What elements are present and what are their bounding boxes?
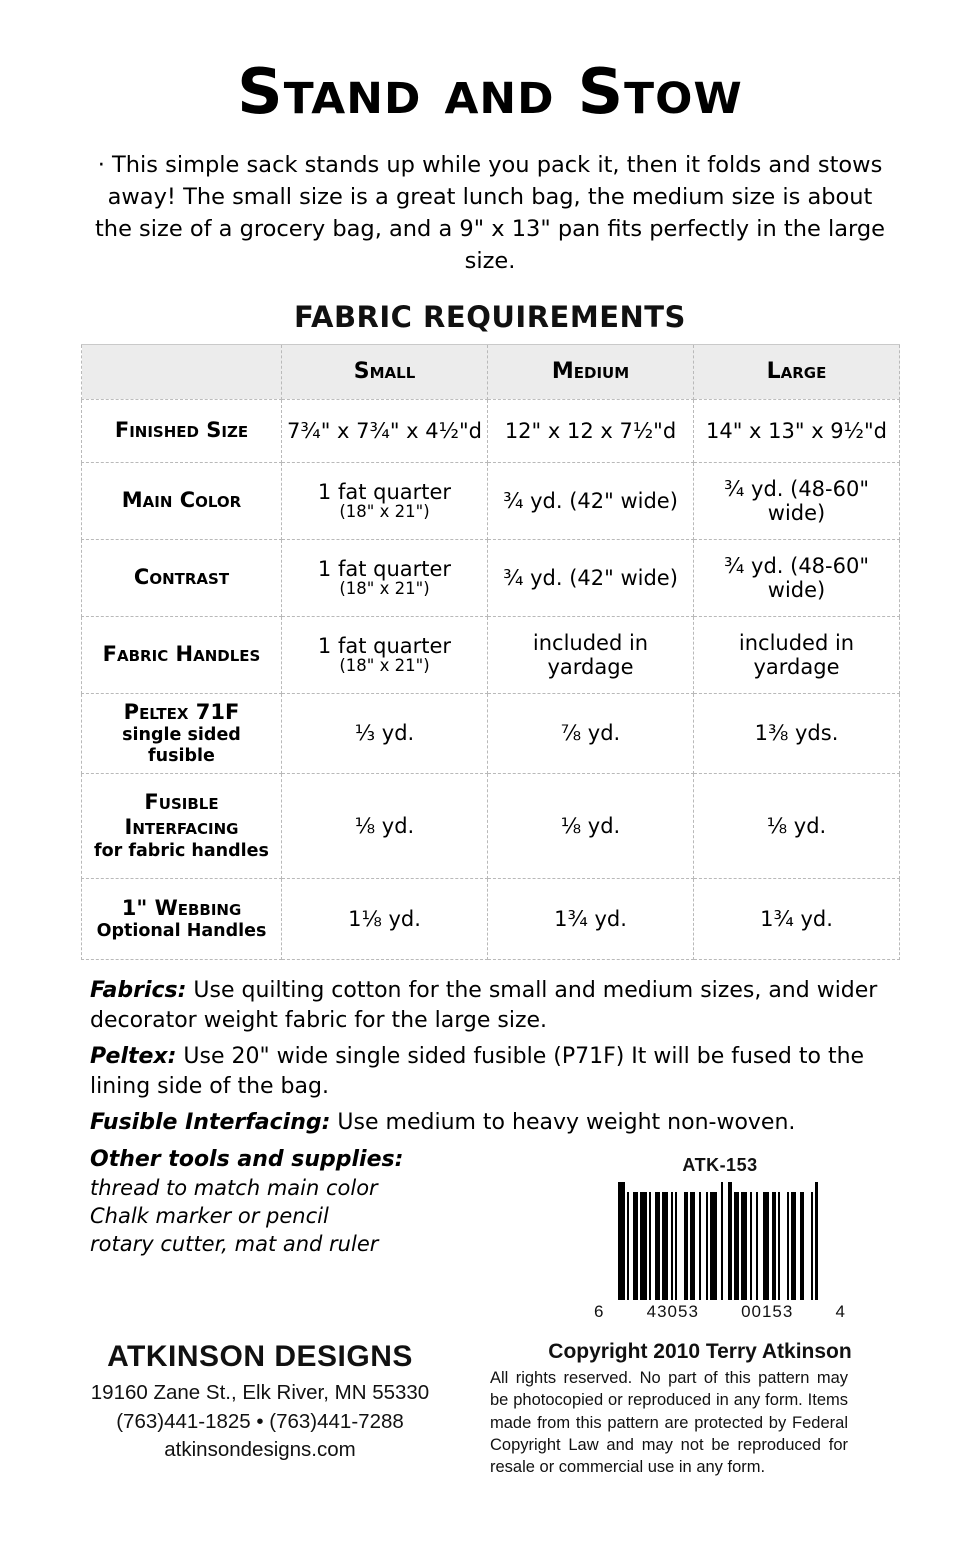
cell-medium: ⅛ yd. (488, 773, 694, 878)
cell-medium: ⅞ yd. (488, 693, 694, 773)
cell-small: ⅓ yd. (282, 693, 488, 773)
cell-medium: ¾ yd. (42" wide) (488, 539, 694, 616)
barcode-digit-right: 4 (835, 1302, 846, 1321)
note-interfacing (90, 1108, 890, 1138)
barcode-digit-left: 6 (594, 1302, 605, 1321)
cell-small-note: (18" x 21") (339, 656, 430, 676)
footer (0, 1340, 980, 1478)
barcode-block (585, 1155, 855, 1322)
row-label-sub: single sided fusible (122, 724, 241, 766)
row-label-sub: Optional Handles (96, 921, 267, 942)
row-label: Finished Size (82, 399, 282, 462)
cell-large: 14" x 13" x 9½"d (694, 399, 900, 462)
table-row (82, 693, 900, 773)
supply-item: rotary cutter, mat and ruler (90, 1232, 379, 1257)
cell-small-note: (18" x 21") (339, 579, 430, 599)
table-row (82, 878, 900, 959)
copyright-body: All rights reserved. No part of this pattern may be photocopied or reproduced in any form. Items made from this pattern are protected by Federal Copyright Law and may not be reproduced for resale or commercial use in any form. (490, 1369, 848, 1477)
note-interfacing-label: Fusible Interfacing: (90, 1109, 331, 1135)
barcode-image (585, 1182, 855, 1300)
cell-small (282, 616, 488, 693)
fabric-requirements-table-wrapper (81, 344, 899, 960)
table-header-medium: Medium (488, 344, 694, 399)
note-fabrics-text: Use quilting cotton for the small and medium sizes, and wider decorator weight fabric for the large size. (90, 977, 878, 1033)
section-heading-fabric-requirements: FABRIC REQUIREMENTS (294, 299, 686, 334)
row-label (82, 878, 282, 959)
barcode-digits-mid-right: 00153 (741, 1302, 794, 1321)
note-peltex-label: Peltex: (90, 1043, 177, 1069)
cell-medium: 1¾ yd. (488, 878, 694, 959)
cell-small (282, 539, 488, 616)
cell-large: ¾ yd. (48-60" wide) (694, 462, 900, 539)
row-label: Contrast (82, 539, 282, 616)
table-header-row (82, 344, 900, 399)
row-label-main: Peltex 71F (123, 699, 240, 724)
pattern-back-cover (0, 55, 980, 1555)
cell-small-value: 1 fat quarter (317, 634, 452, 659)
table-row (82, 462, 900, 539)
cell-large: ¾ yd. (48-60" wide) (694, 539, 900, 616)
item-code: ATK-153 (682, 1155, 758, 1175)
row-label: Main Color (82, 462, 282, 539)
row-label-sub: for fabric handles (94, 840, 269, 861)
supply-item: thread to match main color (90, 1176, 378, 1201)
row-label-main: Fusible Interfacing (124, 790, 239, 840)
table-header-large: Large (694, 344, 900, 399)
cell-large: included in yardage (694, 616, 900, 693)
note-fabrics (90, 976, 890, 1036)
fabric-requirements-table (81, 344, 900, 960)
company-name: ATKINSON DESIGNS (107, 1340, 413, 1373)
table-row (82, 616, 900, 693)
cell-small: ⅛ yd. (282, 773, 488, 878)
company-phone: (763)441-1825 • (763)441-7288 (116, 1410, 404, 1434)
row-label (82, 773, 282, 878)
note-peltex-text: Use 20" wide single sided fusible (P71F) It will be fused to the lining side of the bag. (90, 1043, 865, 1099)
note-peltex (90, 1042, 890, 1102)
cell-large: 1¾ yd. (694, 878, 900, 959)
barcode-digits (594, 1302, 846, 1322)
footer-copyright-block (490, 1340, 910, 1478)
cell-small: 1⅛ yd. (282, 878, 488, 959)
supply-item: Chalk marker or pencil (90, 1204, 329, 1229)
cell-small-value: 1 fat quarter (317, 557, 452, 582)
cell-small: 7¾" x 7¾" x 4½"d (282, 399, 488, 462)
note-interfacing-text: Use medium to heavy weight non-woven. (330, 1109, 796, 1135)
table-row (82, 539, 900, 616)
supplies-heading: Other tools and supplies: (90, 1147, 404, 1173)
table-row (82, 399, 900, 462)
table-row (82, 773, 900, 878)
row-label (82, 693, 282, 773)
row-label: Fabric Handles (82, 616, 282, 693)
intro-text: · This simple sack stands up while you pack it, then it folds and stows away! The small size is a great lunch bag, the medium size is about the size of a grocery bag, and a 9" x 13" pan fits perfectly in the large size. (94, 152, 886, 274)
cell-large: ⅛ yd. (694, 773, 900, 878)
table-header-corner (82, 344, 282, 399)
note-fabrics-label: Fabrics: (90, 977, 187, 1003)
cell-medium: included in yardage (488, 616, 694, 693)
barcode-digits-mid-left: 43053 (646, 1302, 699, 1321)
table-header-small: Small (282, 344, 488, 399)
cell-small-value: 1 fat quarter (317, 480, 452, 505)
company-address: 19160 Zane St., Elk River, MN 55330 (90, 1381, 430, 1404)
cell-small-note: (18" x 21") (339, 502, 430, 522)
row-label-main: 1" Webbing (121, 895, 242, 920)
company-website[interactable]: atkinsondesigns.com (164, 1438, 356, 1462)
cell-medium: ¾ yd. (42" wide) (488, 462, 694, 539)
cell-medium: 12" x 12 x 7½"d (488, 399, 694, 462)
cell-small (282, 462, 488, 539)
page-title: Stand and Stow (237, 55, 743, 128)
footer-company-block (0, 1340, 490, 1478)
copyright-title: Copyright 2010 Terry Atkinson (548, 1340, 852, 1363)
cell-large: 1⅜ yds. (694, 693, 900, 773)
